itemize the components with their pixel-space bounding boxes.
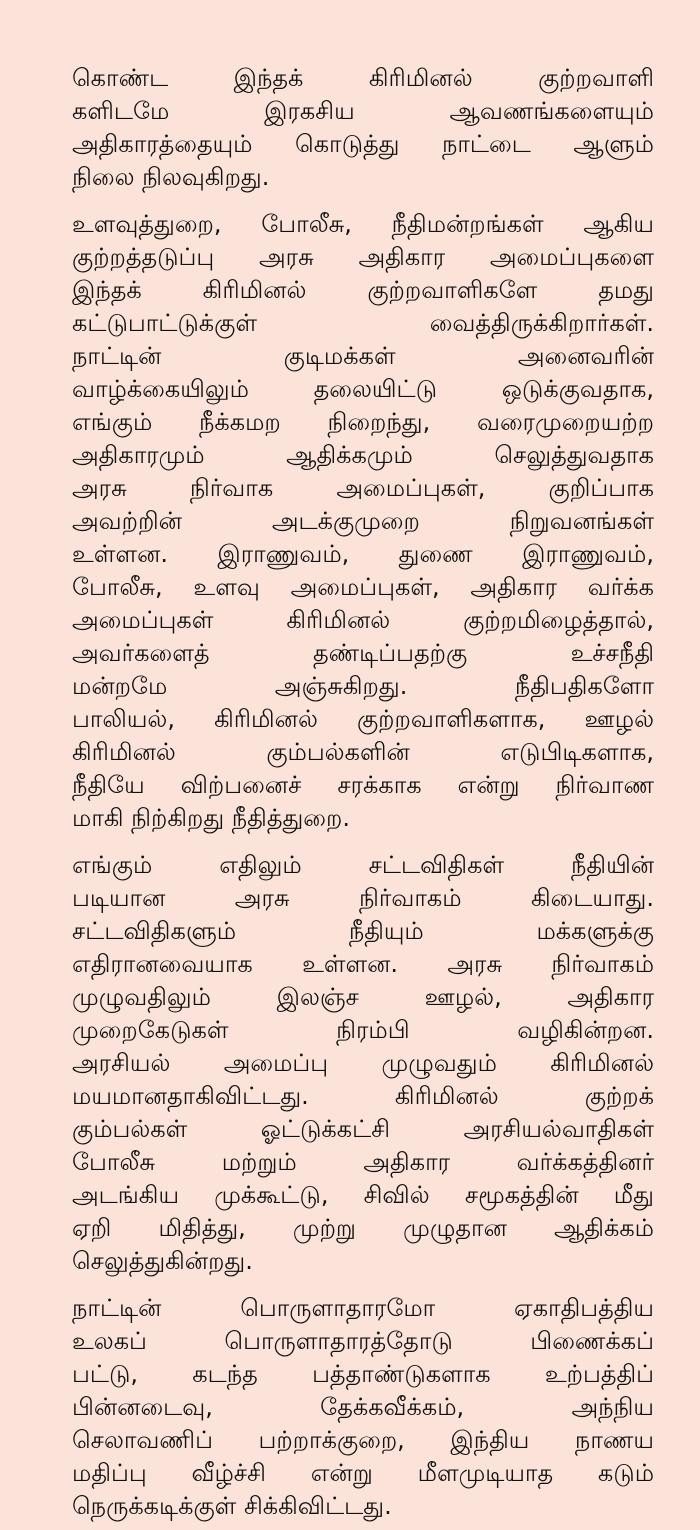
text-line: அடங்கிய முக்கூட்டு, சிவில் சமூகத்தின் மீது (72, 1181, 654, 1209)
text-line: அதிகாரமும் ஆதிக்கமும் செலுத்துவதாக (72, 441, 654, 469)
paragraph (72, 62, 654, 194)
text-line: மதிப்பு வீழ்ச்சி என்று மீளமுடியாத கடும் (72, 1459, 654, 1487)
paragraph (72, 1292, 654, 1523)
text-line: உலகப் பொருளாதாரத்தோடு பிணைக்கப் (72, 1327, 654, 1355)
text-line: நெருக்கடிக்குள் சிக்கிவிட்டது. (72, 1492, 392, 1520)
text-line: கிரிமினல் கும்பல்களின் எடுபிடிகளாக, (72, 738, 654, 766)
text-line: நீதியே விற்பனைச் சரக்காக என்று நிர்வாண (72, 771, 654, 799)
text-line: போலீசு மற்றும் அதிகார வர்க்கத்தினர் (72, 1148, 654, 1176)
text-line: வாழ்க்கையிலும் தலையிட்டு ஒடுக்குவதாக, (72, 375, 654, 403)
text-line: அதிகாரத்தையும் கொடுத்து நாட்டை ஆளும் (72, 130, 654, 158)
text-line: செலாவணிப் பற்றாக்குறை, இந்திய நாணய (72, 1426, 654, 1454)
text-line: கும்பல்கள் ஓட்டுக்கட்சி அரசியல்வாதிகள் (72, 1115, 654, 1143)
text-line: மயமானதாகிவிட்டது. கிரிமினல் குற்றக் (72, 1082, 654, 1110)
text-line: முழுவதிலும் இலஞ்ச ஊழல், அதிகார (72, 983, 654, 1011)
text-line: சட்டவிதிகளும் நீதியும் மக்களுக்கு (72, 917, 654, 945)
text-line: மன்றமே அஞ்சுகிறது. நீதிபதிகளோ (72, 672, 654, 700)
text-line: குற்றத்தடுப்பு அரசு அதிகார அமைப்புகளை (72, 243, 654, 271)
text-line: போலீசு, உளவு அமைப்புகள், அதிகார வர்க்க (72, 573, 654, 601)
text-line: எங்கும் நீக்கமற நிறைந்து, வரைமுறையற்ற (72, 408, 654, 436)
text-line: எதிரானவையாக உள்ளன. அரசு நிர்வாகம் (72, 950, 654, 978)
text-line: உள்ளன. இராணுவம், துணை இராணுவம், (72, 540, 654, 568)
text-line: களிடமே இரகசிய ஆவணங்களையும் (72, 97, 654, 125)
text-line: செலுத்துகின்றது. (72, 1247, 253, 1275)
text-line: அரசியல் அமைப்பு முழுவதும் கிரிமினல் (72, 1049, 654, 1077)
text-line: நாட்டின் குடிமக்கள் அனைவரின் (72, 342, 654, 370)
text-line: ஏறி மிதித்து, முற்று முழுதான ஆதிக்கம் (72, 1214, 654, 1242)
text-line: எங்கும் எதிலும் சட்டவிதிகள் நீதியின் (72, 851, 654, 879)
text-line: கொண்ட இந்தக் கிரிமினல் குற்றவாளி (72, 64, 654, 92)
text-line: மாகி நிற்கிறது நீதித்துறை. (72, 804, 350, 832)
paragraph (72, 208, 654, 835)
text-line: நிலை நிலவுகிறது. (72, 163, 270, 191)
text-line: கட்டுபாட்டுக்குள் வைத்திருக்கிறார்கள். (72, 309, 654, 337)
text-line: பாலியல், கிரிமினல் குற்றவாளிகளாக, ஊழல் (72, 705, 654, 733)
article-body (72, 62, 654, 1523)
text-line: அவற்றின் அடக்குமுறை நிறுவனங்கள் (72, 507, 654, 535)
text-line: முறைகேடுகள் நிரம்பி வழிகின்றன. (72, 1016, 654, 1044)
text-line: அரசு நிர்வாக அமைப்புகள், குறிப்பாக (72, 474, 654, 502)
text-line: அமைப்புகள் கிரிமினல் குற்றமிழைத்தால், (72, 606, 654, 634)
text-line: படியான அரசு நிர்வாகம் கிடையாது. (72, 884, 654, 912)
text-line: இந்தக் கிரிமினல் குற்றவாளிகளே தமது (72, 276, 654, 304)
text-line: பட்டு, கடந்த பத்தாண்டுகளாக உற்பத்திப் (72, 1360, 654, 1388)
text-line: நாட்டின் பொருளாதாரமோ ஏகாதிபத்திய (72, 1294, 654, 1322)
paragraph (72, 849, 654, 1278)
text-line: உளவுத்துறை, போலீசு, நீதிமன்றங்கள் ஆகிய (72, 210, 654, 238)
text-line: அவர்களைத் தண்டிப்பதற்கு உச்சநீதி (72, 639, 654, 667)
text-line: பின்னடைவு, தேக்கவீக்கம், அந்நிய (72, 1393, 654, 1421)
